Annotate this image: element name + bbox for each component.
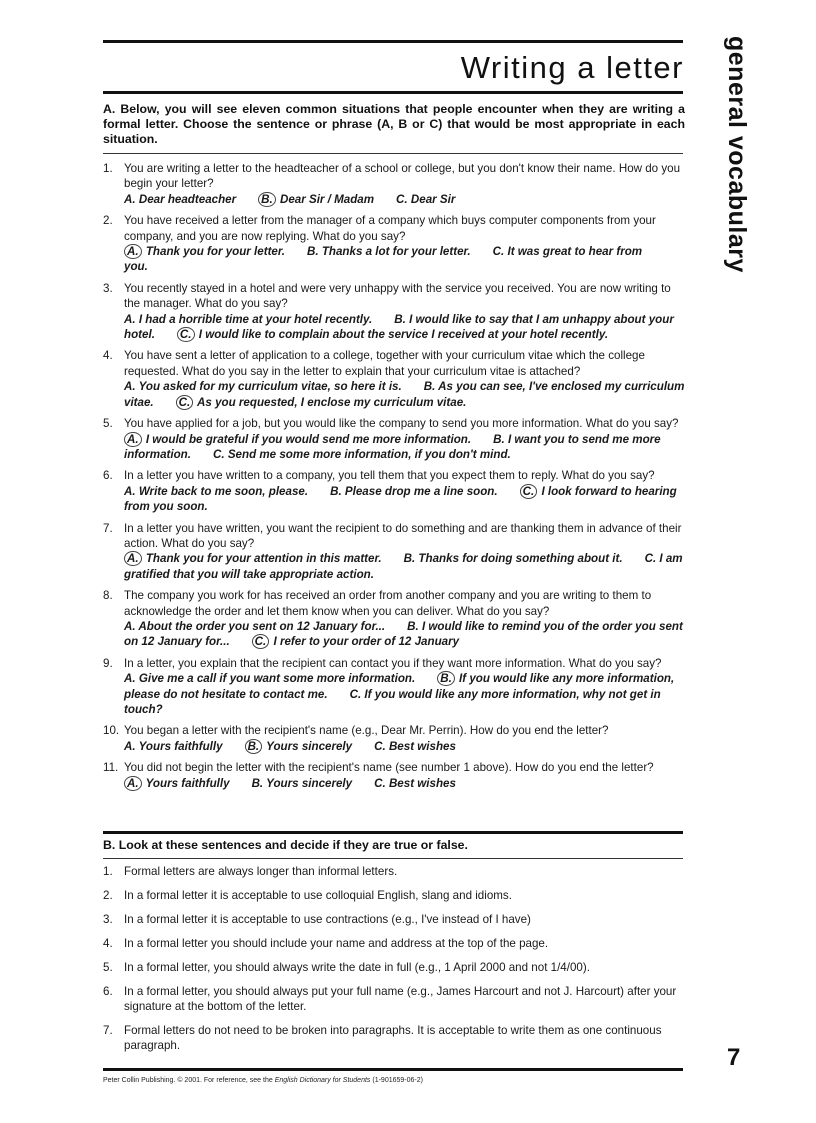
answer-option-a[interactable] bbox=[124, 740, 223, 753]
question-number: 4. bbox=[103, 349, 113, 363]
answer-options bbox=[124, 379, 687, 410]
option-text: Thank you for your attention in this matter. bbox=[145, 552, 382, 566]
answer-option-a[interactable] bbox=[124, 552, 382, 565]
option-text: Send me some more information, if you don't mind. bbox=[227, 447, 511, 461]
page-number: 7 bbox=[727, 1044, 741, 1071]
option-text: I would like to remind you of the order you sent on 12 January for... bbox=[124, 619, 683, 649]
answer-option-c[interactable] bbox=[396, 193, 455, 206]
question-text: You did not begin the letter with the recipient's name (see number 1 above). How do you end the letter? bbox=[124, 761, 654, 775]
statement-item bbox=[103, 888, 687, 903]
answer-option-b[interactable] bbox=[404, 552, 623, 565]
answer-option-b[interactable] bbox=[330, 485, 498, 498]
bottom-rule bbox=[103, 1068, 683, 1071]
option-letter: A. bbox=[124, 672, 136, 686]
question-item bbox=[103, 521, 687, 583]
answer-option-a[interactable] bbox=[124, 245, 285, 258]
option-text: I would be grateful if you would send me more information. bbox=[145, 432, 472, 446]
option-text: Please drop me a line soon. bbox=[344, 484, 498, 498]
question-item bbox=[103, 723, 687, 754]
answer-option-c[interactable] bbox=[252, 635, 459, 648]
question-number: 11. bbox=[103, 761, 119, 775]
answer-option-a[interactable] bbox=[124, 485, 308, 498]
question-item bbox=[103, 760, 687, 791]
answer-option-a[interactable] bbox=[124, 313, 372, 326]
statement-text: In a formal letter, you should always write the date in full (e.g., 1 April 2000 and not 1/4/00). bbox=[124, 961, 590, 974]
option-text: Write back to me soon, please. bbox=[138, 484, 309, 498]
option-text: Best wishes bbox=[388, 776, 456, 790]
option-text: I would like to complain about the service I received at your hotel recently. bbox=[198, 328, 609, 342]
option-text: I would like to say that I am unhappy about your hotel. bbox=[124, 312, 674, 342]
option-letter: A. bbox=[124, 192, 136, 206]
option-text: I look forward to hearing from you soon. bbox=[124, 484, 677, 514]
statement-item bbox=[103, 984, 687, 1014]
question-number: 2. bbox=[103, 214, 113, 228]
statement-item bbox=[103, 864, 687, 879]
statement-text: Formal letters do not need to be broken into paragraphs. It is acceptable to write them as one continuous paragraph. bbox=[124, 1024, 662, 1052]
answer-option-b[interactable] bbox=[258, 193, 374, 206]
option-text: Dear headteacher bbox=[138, 192, 237, 206]
option-letter: B. bbox=[407, 619, 419, 633]
page-title: Writing a letter bbox=[460, 50, 684, 85]
option-letter: B. bbox=[437, 671, 455, 686]
answer-option-b[interactable] bbox=[307, 245, 471, 258]
answer-option-a[interactable] bbox=[124, 380, 402, 393]
answer-options bbox=[124, 776, 687, 791]
option-text: I had a horrible time at your hotel recently. bbox=[138, 312, 373, 326]
answer-option-b[interactable] bbox=[252, 777, 353, 790]
option-text: If you would like any more information, please do not hesitate to contact me. bbox=[124, 672, 675, 701]
answer-option-a[interactable] bbox=[124, 672, 415, 685]
section-side-label: general vocabulary bbox=[723, 36, 751, 273]
option-text: About the order you sent on 12 January for... bbox=[138, 619, 386, 633]
question-number: 10. bbox=[103, 724, 120, 738]
statement-text: In a formal letter it is acceptable to use colloquial English, slang and idioms. bbox=[124, 889, 512, 902]
question-number: 5. bbox=[103, 417, 113, 431]
answer-option-c[interactable] bbox=[374, 740, 456, 753]
answer-options bbox=[124, 484, 687, 515]
option-letter: A. bbox=[124, 776, 142, 791]
option-letter: A. bbox=[124, 380, 136, 394]
option-letter: C. bbox=[349, 687, 362, 701]
option-letter: A. bbox=[124, 739, 136, 753]
question-text: You are writing a letter to the headteacher of a school or college, but you don't know their name. How do you begin your letter? bbox=[124, 162, 681, 191]
footer-isbn: (1-901659-06-2) bbox=[372, 1077, 423, 1084]
footer-credit bbox=[103, 1077, 423, 1084]
statement-item bbox=[103, 960, 687, 975]
statement-number: 5. bbox=[103, 961, 113, 974]
option-letter: C. bbox=[520, 484, 538, 499]
option-text: You asked for my curriculum vitae, so here it is. bbox=[138, 380, 402, 394]
option-text: I refer to your order of 12 January bbox=[273, 635, 460, 649]
statement-number: 6. bbox=[103, 985, 113, 998]
answer-option-a[interactable] bbox=[124, 193, 236, 206]
question-number: 3. bbox=[103, 281, 113, 295]
option-letter: B. bbox=[306, 245, 319, 259]
statement-number: 4. bbox=[103, 937, 113, 950]
option-letter: C. bbox=[374, 739, 386, 753]
answer-option-c[interactable] bbox=[177, 328, 608, 341]
question-text: In a letter you have written, you want the recipient to do something and are thanking them in advance of their action. What do you say? bbox=[124, 521, 682, 550]
option-letter: B. bbox=[245, 739, 263, 754]
statement-item bbox=[103, 912, 687, 927]
question-number: 9. bbox=[103, 656, 113, 670]
statement-text: Formal letters are always longer than informal letters. bbox=[124, 865, 398, 878]
option-text: Dear Sir bbox=[410, 192, 456, 206]
question-text: You recently stayed in a hotel and were very unhappy with the service you received. You are now writing to the manager. What do you say? bbox=[124, 281, 671, 311]
option-letter: A. bbox=[124, 619, 136, 633]
statement-text: In a formal letter, you should always put your full name (e.g., James Harcourt and not J. Harcourt) after your signature at the bottom of the letter. bbox=[124, 985, 677, 1013]
question-item bbox=[103, 213, 687, 275]
option-text: It was great to hear from you. bbox=[124, 245, 643, 274]
footer-book-title: English Dictionary for Students bbox=[274, 1077, 371, 1084]
section-b-rule bbox=[103, 858, 683, 859]
option-text: As you requested, I enclose my curriculum vitae. bbox=[197, 395, 467, 409]
question-item bbox=[103, 656, 687, 718]
answer-options bbox=[124, 671, 687, 717]
question-item bbox=[103, 161, 687, 207]
option-letter: A. bbox=[124, 484, 136, 498]
question-text: You have applied for a job, but you would like the company to send you more information. What do you say? bbox=[124, 417, 679, 431]
option-letter: B. bbox=[251, 776, 264, 790]
question-number: 7. bbox=[103, 521, 113, 535]
option-letter: C. bbox=[212, 447, 225, 461]
statement-number: 7. bbox=[103, 1024, 113, 1037]
option-text: Dear Sir / Madam bbox=[279, 192, 375, 206]
top-rule bbox=[103, 40, 683, 43]
statement-text: In a formal letter it is acceptable to use contractions (e.g., I've instead of I have) bbox=[124, 913, 531, 926]
option-text: Yours sincerely bbox=[266, 776, 353, 790]
option-letter: A. bbox=[124, 244, 142, 259]
answer-option-c[interactable] bbox=[176, 396, 467, 409]
answer-options bbox=[124, 312, 687, 343]
statement-number: 1. bbox=[103, 865, 113, 878]
answer-option-b[interactable] bbox=[245, 740, 353, 753]
option-letter: B. bbox=[423, 380, 436, 394]
question-number: 8. bbox=[103, 589, 113, 603]
question-number: 1. bbox=[103, 162, 113, 175]
option-letter: C. bbox=[644, 552, 657, 566]
option-text: I want you to send me more information. bbox=[124, 432, 661, 461]
option-text: Yours faithfully bbox=[138, 739, 223, 753]
option-letter: B. bbox=[493, 432, 505, 446]
option-letter: A. bbox=[124, 551, 142, 566]
statement-number: 2. bbox=[103, 889, 113, 902]
answer-option-a[interactable] bbox=[124, 777, 230, 790]
section-a-instruction: A. Below, you will see eleven common situations that people encounter when they are writing a formal letter. Choose the sentence or phrase (A, B or C) that would be most appropriate in each situation. bbox=[103, 102, 685, 146]
question-text: You have received a letter from the manager of a company which buys computer components from your company, and you are now replying. What do you say? bbox=[124, 214, 656, 243]
answer-options bbox=[124, 619, 687, 650]
question-item bbox=[103, 588, 687, 650]
question-item bbox=[103, 416, 687, 462]
statement-item bbox=[103, 936, 687, 951]
option-text: Thanks for doing something about it. bbox=[418, 552, 623, 566]
question-item bbox=[103, 468, 687, 514]
option-letter: C. bbox=[374, 776, 386, 790]
question-text: In a letter you have written to a company, you tell them that you expect them to reply. What do you say? bbox=[124, 469, 655, 483]
statement-text: In a formal letter you should include your name and address at the top of the page. bbox=[124, 937, 549, 950]
answer-options bbox=[124, 192, 687, 207]
section-b-statements bbox=[103, 864, 687, 1053]
answer-option-c[interactable] bbox=[213, 448, 511, 461]
option-text: Yours sincerely bbox=[266, 739, 353, 753]
option-letter: B. bbox=[258, 192, 276, 207]
option-letter: C. bbox=[177, 327, 195, 342]
option-letter: C. bbox=[252, 634, 270, 649]
answer-option-c[interactable] bbox=[374, 777, 456, 790]
answer-options bbox=[124, 244, 687, 275]
option-letter: C. bbox=[396, 192, 408, 206]
question-text: You began a letter with the recipient's name (e.g., Dear Mr. Perrin). How do you end the letter? bbox=[124, 724, 609, 738]
question-text: You have sent a letter of application to a college, together with your curriculum vitae which the college requested. What do you say in the letter to explain that your curriculum vitae is attached? bbox=[124, 349, 645, 378]
option-letter: B. bbox=[403, 552, 416, 566]
footer-text: Peter Collin Publishing. © 2001. For reference, see the bbox=[103, 1077, 273, 1084]
section-a-questions bbox=[103, 161, 687, 791]
answer-options bbox=[124, 432, 687, 463]
question-item bbox=[103, 348, 687, 410]
option-letter: C. bbox=[492, 245, 505, 259]
option-text: Yours faithfully bbox=[145, 776, 230, 790]
option-text: Give me a call if you want some more information. bbox=[138, 672, 416, 686]
answer-option-a[interactable] bbox=[124, 433, 471, 446]
option-letter: C. bbox=[176, 395, 194, 410]
statement-item bbox=[103, 1023, 687, 1053]
option-text: As you can see, I've enclosed my curriculum vitae. bbox=[124, 380, 685, 409]
statement-number: 3. bbox=[103, 913, 113, 926]
section-b-instruction: B. Look at these sentences and decide if they are true or false. bbox=[103, 838, 468, 852]
question-text: The company you work for has received an order from another company and you are writing to them to acknowledge the order and let them know when you can deliver. What do you say? bbox=[124, 589, 652, 618]
answer-options bbox=[124, 551, 687, 582]
question-item bbox=[103, 281, 687, 343]
option-letter: A. bbox=[124, 432, 142, 447]
answer-option-a[interactable] bbox=[124, 620, 385, 633]
question-number: 6. bbox=[103, 469, 113, 483]
option-text: Thanks a lot for your letter. bbox=[321, 245, 471, 259]
section-b-top-rule bbox=[103, 831, 683, 834]
option-text: I am gratified that you will take appropriate action. bbox=[124, 552, 683, 581]
option-text: If you would like any more information, why not get in touch? bbox=[124, 687, 661, 716]
option-letter: B. bbox=[394, 312, 406, 326]
answer-options bbox=[124, 739, 687, 754]
question-text: In a letter, you explain that the recipient can contact you if they want more information. What do you say? bbox=[124, 656, 662, 670]
option-letter: A. bbox=[124, 312, 136, 326]
option-letter: B. bbox=[330, 484, 342, 498]
section-a-rule bbox=[103, 153, 683, 154]
title-rule bbox=[103, 91, 683, 94]
option-text: Best wishes bbox=[388, 739, 456, 753]
option-text: Thank you for your letter. bbox=[145, 245, 285, 259]
